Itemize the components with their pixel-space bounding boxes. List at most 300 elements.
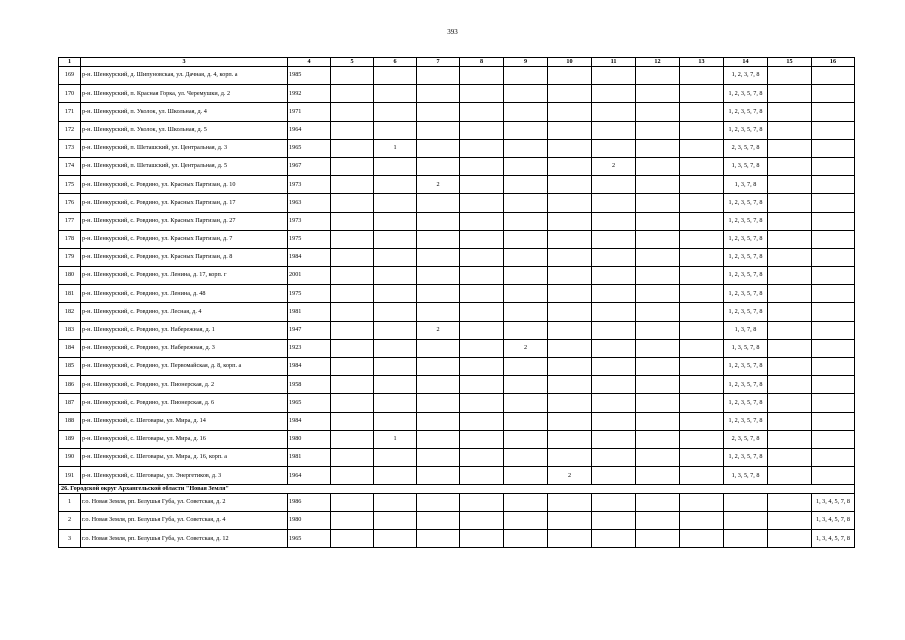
col16-cell [812, 248, 855, 266]
col6-cell [374, 394, 417, 412]
col12-cell [636, 448, 680, 466]
year-cell: 1984 [288, 412, 331, 430]
address-cell: р-н. Шенкурский, с. Ровдино, ул. Красных Партизан, д. 17 [81, 194, 288, 212]
col12-cell [636, 121, 680, 139]
col7-cell [417, 212, 460, 230]
col16-cell [812, 67, 855, 85]
col16-cell [812, 230, 855, 248]
col7-cell [417, 376, 460, 394]
col10-cell [548, 230, 592, 248]
col7-cell [417, 512, 460, 530]
col7-cell [417, 358, 460, 376]
col7-cell [417, 530, 460, 548]
row-number: 174 [59, 157, 81, 175]
column-header: 11 [592, 58, 636, 67]
col12-cell [636, 430, 680, 448]
column-header: 16 [812, 58, 855, 67]
header-row [59, 58, 855, 67]
column-header: 5 [331, 58, 374, 67]
col11-cell [592, 430, 636, 448]
col14-cell: 1, 3, 5, 7, 8 [724, 467, 768, 485]
table-row [59, 212, 855, 230]
col13-cell [680, 157, 724, 175]
col16-cell [812, 103, 855, 121]
col14-cell: 2, 3, 5, 7, 8 [724, 430, 768, 448]
address-cell: р-н. Шенкурский, п. Уколок, ул. Школьная, д. 5 [81, 121, 288, 139]
col9-cell [504, 248, 548, 266]
col6-cell [374, 121, 417, 139]
table-row [59, 467, 855, 485]
col5-cell [331, 303, 374, 321]
year-cell: 1965 [288, 139, 331, 157]
year-cell: 1965 [288, 530, 331, 548]
col16-cell: 1, 3, 4, 5, 7, 8 [812, 512, 855, 530]
col8-cell [460, 121, 504, 139]
col9-cell [504, 303, 548, 321]
row-number: 169 [59, 67, 81, 85]
col8-cell [460, 430, 504, 448]
col14-cell: 1, 2, 3, 5, 7, 8 [724, 194, 768, 212]
col6-cell [374, 512, 417, 530]
col5-cell [331, 530, 374, 548]
col7-cell: 2 [417, 321, 460, 339]
col13-cell [680, 194, 724, 212]
col14-cell: 1, 2, 3, 5, 7, 8 [724, 212, 768, 230]
column-header: 4 [288, 58, 331, 67]
table-row [59, 194, 855, 212]
col9-cell: 2 [504, 339, 548, 357]
col14-cell [724, 512, 768, 530]
column-header: 7 [417, 58, 460, 67]
col10-cell [548, 394, 592, 412]
col10-cell [548, 85, 592, 103]
buildings-table [58, 57, 855, 548]
col5-cell [331, 176, 374, 194]
col8-cell [460, 248, 504, 266]
col6-cell [374, 85, 417, 103]
row-number: 178 [59, 230, 81, 248]
table-row [59, 157, 855, 175]
col5-cell [331, 448, 374, 466]
col10-cell [548, 448, 592, 466]
col12-cell [636, 103, 680, 121]
col8-cell [460, 67, 504, 85]
col15-cell [768, 176, 812, 194]
col16-cell [812, 412, 855, 430]
col15-cell [768, 339, 812, 357]
table-row [59, 230, 855, 248]
col5-cell [331, 121, 374, 139]
col12-cell [636, 194, 680, 212]
col15-cell [768, 248, 812, 266]
col10-cell [548, 139, 592, 157]
col15-cell [768, 467, 812, 485]
col8-cell [460, 394, 504, 412]
col16-cell [812, 430, 855, 448]
col5-cell [331, 412, 374, 430]
col9-cell [504, 376, 548, 394]
col12-cell [636, 139, 680, 157]
col6-cell [374, 412, 417, 430]
year-cell: 1964 [288, 467, 331, 485]
col12-cell [636, 412, 680, 430]
col12-cell [636, 176, 680, 194]
table-row [59, 121, 855, 139]
col13-cell [680, 412, 724, 430]
col14-cell: 1, 2, 3, 5, 7, 8 [724, 448, 768, 466]
col14-cell [724, 493, 768, 511]
col9-cell [504, 103, 548, 121]
col10-cell [548, 339, 592, 357]
col7-cell [417, 67, 460, 85]
col7-cell [417, 412, 460, 430]
col9-cell [504, 121, 548, 139]
col8-cell [460, 194, 504, 212]
col16-cell [812, 321, 855, 339]
row-number: 182 [59, 303, 81, 321]
col11-cell [592, 448, 636, 466]
year-cell: 1992 [288, 85, 331, 103]
col5-cell [331, 321, 374, 339]
table-row [59, 493, 855, 511]
col6-cell [374, 376, 417, 394]
col13-cell [680, 321, 724, 339]
col9-cell [504, 157, 548, 175]
col9-cell [504, 139, 548, 157]
row-number: 185 [59, 358, 81, 376]
col14-cell: 1, 3, 7, 8 [724, 321, 768, 339]
col8-cell [460, 230, 504, 248]
col7-cell [417, 139, 460, 157]
col14-cell: 1, 2, 3, 5, 7, 8 [724, 267, 768, 285]
table-row [59, 139, 855, 157]
col8-cell [460, 339, 504, 357]
col12-cell [636, 285, 680, 303]
row-number: 190 [59, 448, 81, 466]
col12-cell [636, 339, 680, 357]
col11-cell [592, 376, 636, 394]
year-cell: 1984 [288, 358, 331, 376]
col15-cell [768, 394, 812, 412]
column-header: 14 [724, 58, 768, 67]
col5-cell [331, 339, 374, 357]
col10-cell [548, 157, 592, 175]
table-row [59, 285, 855, 303]
year-cell: 1981 [288, 303, 331, 321]
row-number: 188 [59, 412, 81, 430]
address-cell: р-н. Шенкурский, с. Шеговары, ул. Мира, д. 14 [81, 412, 288, 430]
table-row [59, 85, 855, 103]
col14-cell: 1, 2, 3, 5, 7, 8 [724, 394, 768, 412]
col7-cell [417, 467, 460, 485]
col14-cell: 1, 2, 3, 5, 7, 8 [724, 376, 768, 394]
col15-cell [768, 267, 812, 285]
col5-cell [331, 267, 374, 285]
row-number: 180 [59, 267, 81, 285]
row-number: 186 [59, 376, 81, 394]
row-number: 2 [59, 512, 81, 530]
col10-cell [548, 212, 592, 230]
col16-cell [812, 157, 855, 175]
year-cell: 1975 [288, 230, 331, 248]
col14-cell: 1, 2, 3, 5, 7, 8 [724, 121, 768, 139]
address-cell: р-н. Шенкурский, п. Шеташский, ул. Центральная, д. 5 [81, 157, 288, 175]
col16-cell [812, 358, 855, 376]
col10-cell [548, 176, 592, 194]
col8-cell [460, 139, 504, 157]
col13-cell [680, 248, 724, 266]
col5-cell [331, 157, 374, 175]
col16-cell [812, 85, 855, 103]
col14-cell: 1, 2, 3, 7, 8 [724, 67, 768, 85]
row-number: 187 [59, 394, 81, 412]
table-row [59, 339, 855, 357]
col7-cell [417, 493, 460, 511]
col7-cell [417, 103, 460, 121]
col6-cell: 1 [374, 430, 417, 448]
col13-cell [680, 430, 724, 448]
address-cell: р-н. Шенкурский, с. Ровдино, ул. Красных Партизан, д. 10 [81, 176, 288, 194]
address-cell: р-н. Шенкурский, п. Уколок, ул. Школьная, д. 4 [81, 103, 288, 121]
col14-cell: 1, 2, 3, 5, 7, 8 [724, 103, 768, 121]
col16-cell [812, 339, 855, 357]
col15-cell [768, 412, 812, 430]
table-header [59, 58, 855, 67]
col10-cell [548, 194, 592, 212]
col6-cell [374, 493, 417, 511]
col11-cell [592, 358, 636, 376]
col13-cell [680, 512, 724, 530]
col16-cell [812, 303, 855, 321]
col8-cell [460, 321, 504, 339]
column-header: 10 [548, 58, 592, 67]
year-cell: 1980 [288, 430, 331, 448]
col13-cell [680, 230, 724, 248]
col8-cell [460, 303, 504, 321]
col6-cell [374, 530, 417, 548]
col10-cell: 2 [548, 467, 592, 485]
table-row [59, 448, 855, 466]
address-cell: р-н. Шенкурский, с. Ровдино, ул. Красных Партизан, д. 7 [81, 230, 288, 248]
col5-cell [331, 194, 374, 212]
col12-cell [636, 358, 680, 376]
year-cell: 1975 [288, 285, 331, 303]
col7-cell [417, 121, 460, 139]
col15-cell [768, 121, 812, 139]
table-row [59, 321, 855, 339]
year-cell: 1984 [288, 248, 331, 266]
col9-cell [504, 412, 548, 430]
col15-cell [768, 85, 812, 103]
col15-cell [768, 512, 812, 530]
col6-cell [374, 448, 417, 466]
table-row [59, 430, 855, 448]
col16-cell [812, 121, 855, 139]
col11-cell [592, 103, 636, 121]
col14-cell: 1, 2, 3, 5, 7, 8 [724, 230, 768, 248]
col11-cell [592, 248, 636, 266]
col8-cell [460, 285, 504, 303]
col5-cell [331, 103, 374, 121]
col8-cell [460, 448, 504, 466]
year-cell: 1958 [288, 376, 331, 394]
column-header: 8 [460, 58, 504, 67]
column-header: 6 [374, 58, 417, 67]
col15-cell [768, 430, 812, 448]
col13-cell [680, 339, 724, 357]
col10-cell [548, 321, 592, 339]
year-cell: 1963 [288, 194, 331, 212]
col15-cell [768, 530, 812, 548]
table-row [59, 67, 855, 85]
row-number: 1 [59, 493, 81, 511]
col6-cell [374, 157, 417, 175]
col16-cell [812, 467, 855, 485]
col14-cell: 1, 2, 3, 5, 7, 8 [724, 358, 768, 376]
col5-cell [331, 512, 374, 530]
column-header: 13 [680, 58, 724, 67]
row-number: 170 [59, 85, 81, 103]
col9-cell [504, 176, 548, 194]
address-cell: р-н. Шенкурский, с. Ровдино, ул. Набережная, д. 3 [81, 339, 288, 357]
table-row [59, 176, 855, 194]
year-cell: 1965 [288, 394, 331, 412]
address-cell: р-н. Шенкурский, с. Шеговары, ул. Мира, д. 16, корп. а [81, 448, 288, 466]
address-cell: г.о. Новая Земля, рп. Белушья Губа, ул. Советская, д. 2 [81, 493, 288, 511]
column-header: 15 [768, 58, 812, 67]
row-number: 173 [59, 139, 81, 157]
col5-cell [331, 358, 374, 376]
col7-cell [417, 303, 460, 321]
col15-cell [768, 358, 812, 376]
col11-cell [592, 121, 636, 139]
col9-cell [504, 230, 548, 248]
col14-cell: 2, 3, 5, 7, 8 [724, 139, 768, 157]
col16-cell [812, 448, 855, 466]
col8-cell [460, 376, 504, 394]
col8-cell [460, 358, 504, 376]
col12-cell [636, 67, 680, 85]
table-row [59, 394, 855, 412]
table-row [59, 248, 855, 266]
section-title: 26. Городской округ Архангельской области "Новая Земля" [59, 485, 855, 494]
col6-cell [374, 176, 417, 194]
year-cell: 1973 [288, 212, 331, 230]
col11-cell [592, 394, 636, 412]
col8-cell [460, 512, 504, 530]
col12-cell [636, 493, 680, 511]
col9-cell [504, 321, 548, 339]
col8-cell [460, 212, 504, 230]
col7-cell [417, 448, 460, 466]
table-body [59, 67, 855, 548]
col11-cell [592, 176, 636, 194]
col14-cell: 1, 2, 3, 5, 7, 8 [724, 285, 768, 303]
col10-cell [548, 412, 592, 430]
col11-cell [592, 212, 636, 230]
col7-cell: 2 [417, 176, 460, 194]
col7-cell [417, 194, 460, 212]
year-cell: 1973 [288, 176, 331, 194]
table-row [59, 303, 855, 321]
address-cell: р-н. Шенкурский, д. Шипуновская, ул. Дачная, д. 4, корп. а [81, 67, 288, 85]
col5-cell [331, 394, 374, 412]
col10-cell [548, 512, 592, 530]
col7-cell [417, 157, 460, 175]
col10-cell [548, 493, 592, 511]
row-number: 179 [59, 248, 81, 266]
address-cell: р-н. Шенкурский, с. Ровдино, ул. Красных Партизан, д. 27 [81, 212, 288, 230]
col8-cell [460, 157, 504, 175]
col13-cell [680, 176, 724, 194]
col11-cell [592, 412, 636, 430]
address-cell: р-н. Шенкурский, с. Ровдино, ул. Ленина, д. 17, корп. г [81, 267, 288, 285]
col15-cell [768, 285, 812, 303]
col12-cell [636, 230, 680, 248]
col5-cell [331, 467, 374, 485]
col15-cell [768, 230, 812, 248]
col16-cell [812, 194, 855, 212]
year-cell: 1981 [288, 448, 331, 466]
row-number: 191 [59, 467, 81, 485]
address-cell: р-н. Шенкурский, с. Ровдино, ул. Первомайская, д. 8, корп. а [81, 358, 288, 376]
col16-cell [812, 139, 855, 157]
col11-cell [592, 493, 636, 511]
col11-cell [592, 321, 636, 339]
col10-cell [548, 303, 592, 321]
col9-cell [504, 448, 548, 466]
col14-cell: 1, 2, 3, 5, 7, 8 [724, 248, 768, 266]
col11-cell [592, 67, 636, 85]
section-row [59, 485, 855, 494]
col16-cell: 1, 3, 4, 5, 7, 8 [812, 530, 855, 548]
col13-cell [680, 212, 724, 230]
row-number: 176 [59, 194, 81, 212]
col9-cell [504, 512, 548, 530]
col10-cell [548, 358, 592, 376]
col14-cell [724, 530, 768, 548]
col16-cell [812, 176, 855, 194]
col9-cell [504, 67, 548, 85]
col12-cell [636, 321, 680, 339]
col13-cell [680, 103, 724, 121]
col8-cell [460, 412, 504, 430]
col8-cell [460, 103, 504, 121]
col13-cell [680, 493, 724, 511]
col10-cell [548, 121, 592, 139]
col14-cell: 1, 2, 3, 5, 7, 8 [724, 412, 768, 430]
col13-cell [680, 448, 724, 466]
year-cell: 1980 [288, 512, 331, 530]
col12-cell [636, 376, 680, 394]
col12-cell [636, 394, 680, 412]
col13-cell [680, 67, 724, 85]
year-cell: 1971 [288, 103, 331, 121]
col11-cell [592, 467, 636, 485]
col16-cell: 1, 3, 4, 5, 7, 8 [812, 493, 855, 511]
table-row [59, 376, 855, 394]
col6-cell [374, 339, 417, 357]
col6-cell [374, 230, 417, 248]
col14-cell: 1, 2, 3, 5, 7, 8 [724, 85, 768, 103]
table-row [59, 358, 855, 376]
col6-cell [374, 285, 417, 303]
col16-cell [812, 394, 855, 412]
col7-cell [417, 85, 460, 103]
table-row [59, 267, 855, 285]
col12-cell [636, 467, 680, 485]
col11-cell [592, 530, 636, 548]
